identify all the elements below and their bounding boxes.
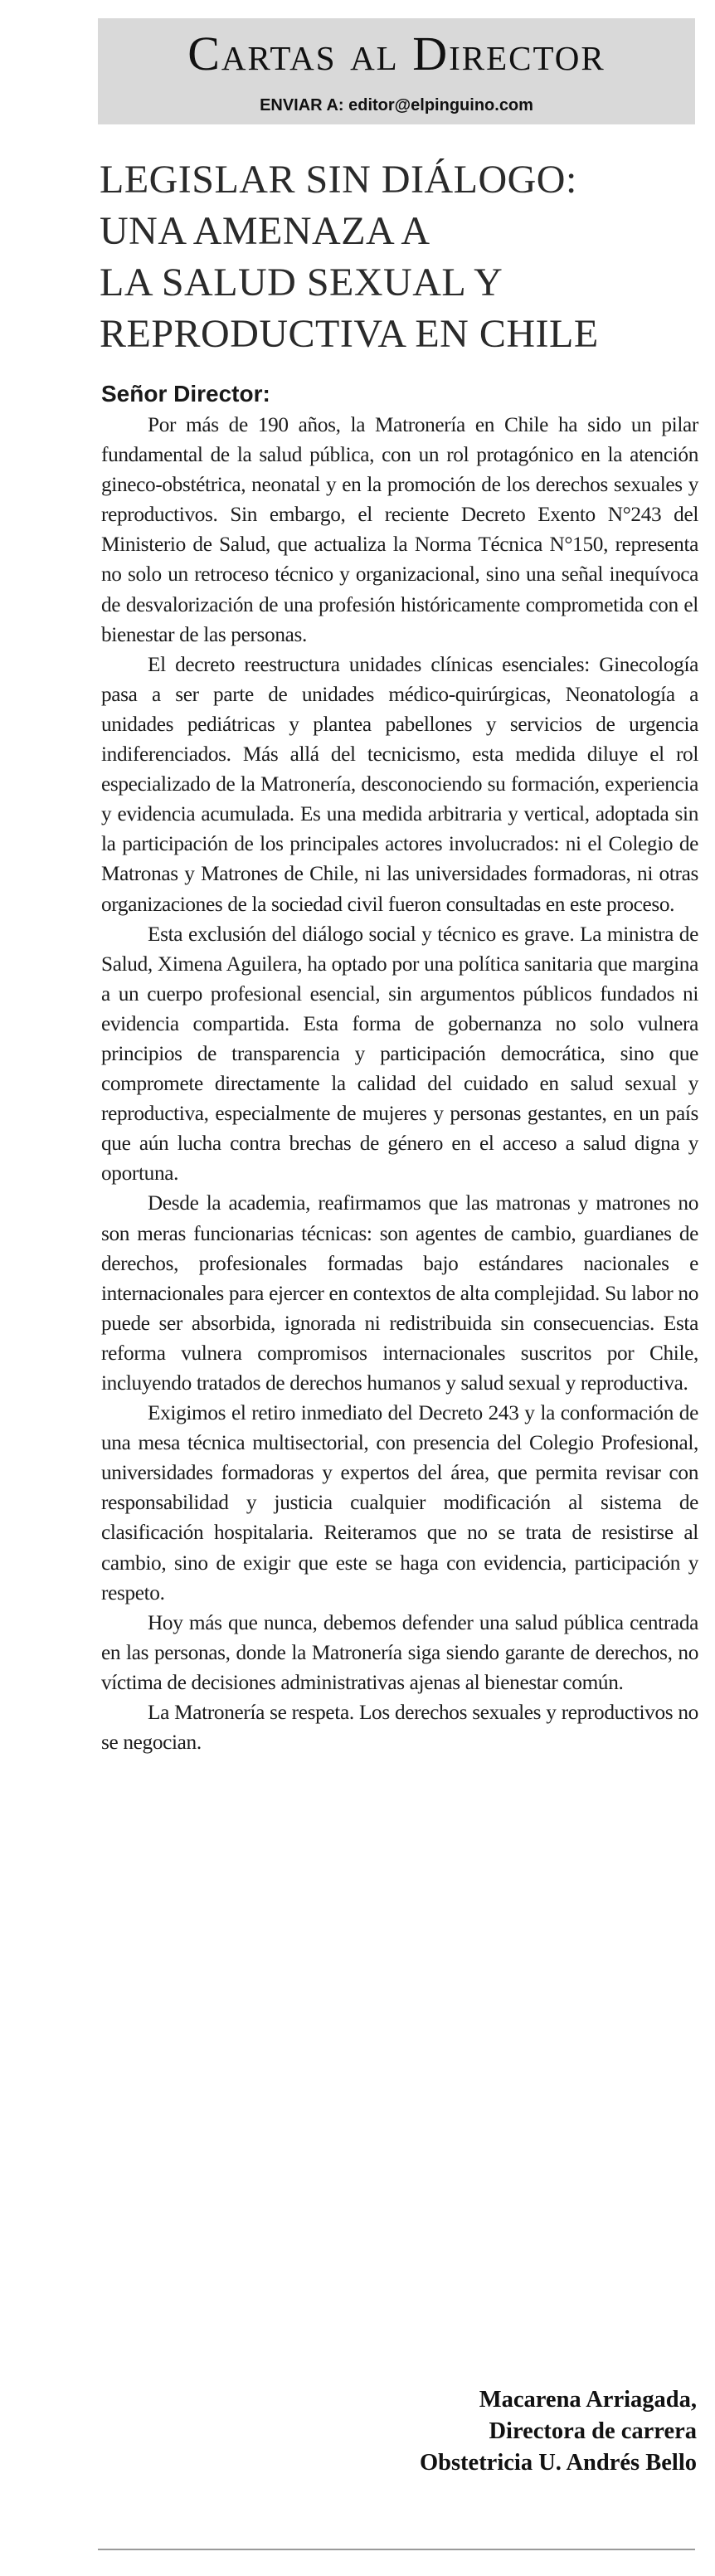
headline-line: LA SALUD SEXUAL Y <box>100 261 503 304</box>
signature-name: Macarena Arriagada, <box>479 2387 697 2413</box>
headline-line: REPRODUCTIVA EN CHILE <box>100 312 599 356</box>
bottom-divider <box>98 2549 695 2550</box>
letter-body <box>101 410 698 1757</box>
salutation: Señor Director: <box>101 381 270 407</box>
submission-email: ENVIAR A: editor@elpinguino.com <box>260 96 533 114</box>
signature-role: Directora de carrera <box>489 2418 697 2444</box>
signature-affiliation: Obstetricia U. Andrés Bello <box>419 2450 697 2476</box>
body-paragraph: El decreto reestructura unidades clínicas esenciales: Ginecología pasa a ser parte de unidades médico-quirúrgicas, Neonatología a unidades pediátricas y plantea pabellones y servicios de urgencia indiferenciados. Más allá del tecnicismo, esta medida diluye el rol especializado de la Matronería, desconociendo su formación, experiencia y evidencia acumulada. Es una medida arbitraria y vertical, adoptada sin la participación de los principales actores involucrados: ni el Colegio de Matronas y Matrones de Chile, ni las universidades formadoras, ni otras organizaciones de la sociedad civil fueron consultadas en este proceso. <box>101 652 698 916</box>
section-header <box>98 18 695 124</box>
article-headline <box>100 154 697 360</box>
body-paragraph: Hoy más que nunca, debemos defender una salud pública centrada en las personas, donde la Matronería siga siendo garante de derechos, no víctima de decisiones administrativas ajenas al bienestar común. <box>101 1610 698 1694</box>
body-paragraph: Por más de 190 años, la Matronería en Chile ha sido un pilar fundamental de la salud pública, con un rol protagónico en la atención gineco-obstétrica, neonatal y en la promoción de los derechos sexuales y reproductivos. Sin embargo, el reciente Decreto Exento N°243 del Ministerio de Salud, que actualiza la Norma Técnica N°150, representa no solo un retroceso técnico y organizacional, sino una señal inequívoca de desvalorización de una profesión históricamente comprometida con el bienestar de las personas. <box>101 413 698 646</box>
signature-block <box>420 2384 697 2479</box>
headline-line: UNA AMENAZA A <box>100 209 430 253</box>
headline-line: LEGISLAR SIN DIÁLOGO: <box>100 158 577 202</box>
body-paragraph: Esta exclusión del diálogo social y técnico es grave. La ministra de Salud, Ximena Aguilera, ha optado por una política sanitaria que margina a un cuerpo profesional esencial, sin argumentos públicos fundados ni evidencia compartida. Esta forma de gobernanza no solo vulnera principios de transparencia y participación democrática, sino que compromete directamente la calidad del cuidado en salud sexual y reproductiva, especialmente de mujeres y personas gestantes, en un país que aún lucha contra brechas de género en el acceso a salud digna y oportuna. <box>101 922 698 1186</box>
body-paragraph: La Matronería se respeta. Los derechos sexuales y reproductivos no se negocian. <box>101 1701 698 1755</box>
body-paragraph: Desde la academia, reafirmamos que las matronas y matrones no son meras funcionarias técnicas: son agentes de cambio, guardianes de derechos, profesionales formadas bajo estándares nacionales e internacionales para ejercer en contextos de alta complejidad. Su labor no puede ser absorbida, ignorada ni redistribuida sin consecuencias. Esta reforma vulnera compromisos internacionales suscritos por Chile, incluyendo tratados de derechos humanos y salud sexual y reproductiva. <box>101 1191 698 1395</box>
section-title: Cartas al Director <box>187 27 606 80</box>
body-paragraph: Exigimos el retiro inmediato del Decreto 243 y la conformación de una mesa técnica multisectorial, con presencia del Colegio Profesional, universidades formadoras y expertos del área, que permita revisar con responsabilidad y justicia cualquier modificación al sistema de clasificación hospitalaria. Reiteramos que no se trata de resistirse al cambio, sino de exigir que este se haga con evidencia, participación y respeto. <box>101 1401 698 1605</box>
